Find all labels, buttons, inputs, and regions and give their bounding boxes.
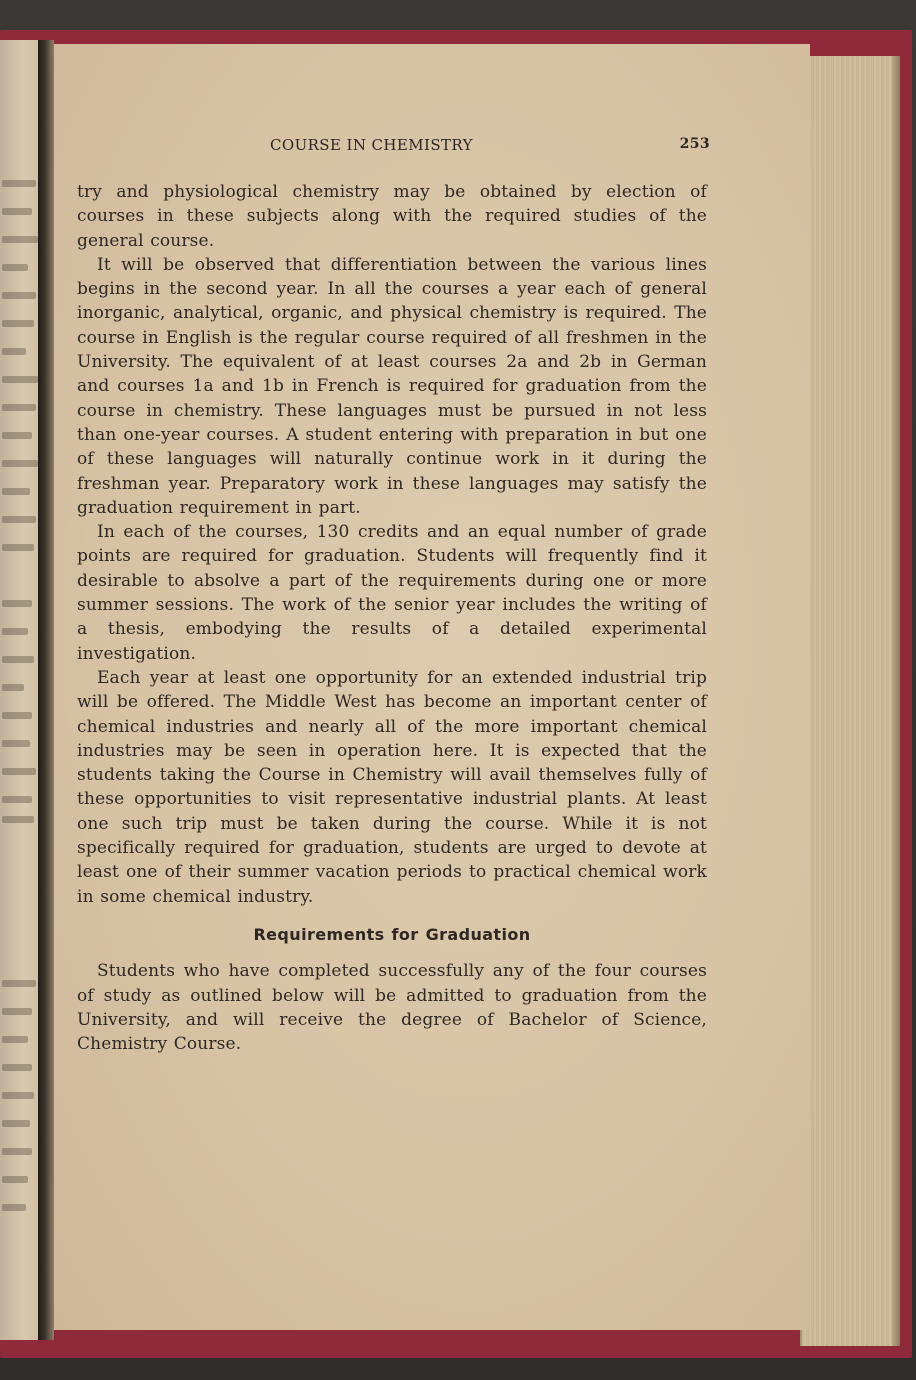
running-title: COURSE IN CHEMISTRY	[270, 136, 473, 154]
bleed-through-line	[2, 348, 26, 355]
bleed-through-line	[2, 980, 36, 987]
section-heading: Requirements for Graduation	[253, 924, 531, 944]
bleed-through-line	[2, 488, 30, 495]
paragraph-credits: In each of the courses, 130 credits and an equal number of grade points are required for graduation. Students will frequently find it desirable to absolve a part of the requirements during one or more summer sessions. The work of the senior year includes the writing of a thesis, embodying the results of a detailed experimental investigation.	[77, 522, 707, 664]
bleed-through-line	[2, 236, 38, 243]
running-head	[70, 136, 710, 158]
bleed-through-line	[2, 432, 32, 439]
bleed-through-line	[2, 628, 28, 635]
bleed-through-line	[2, 1092, 34, 1099]
book-gutter	[38, 40, 54, 1340]
bleed-through-line	[2, 180, 36, 187]
paragraph-graduation: Students who have completed successfully any of the four courses of study as outlined below will be admitted to graduation from the University, and will receive the degree of Bachelor of Science, Chemistry Course.	[77, 961, 707, 1055]
bleed-through-line	[2, 404, 36, 411]
bleed-through-line	[2, 816, 34, 823]
bleed-through-line	[2, 1064, 32, 1071]
bleed-through-line	[2, 768, 36, 775]
bleed-through-line	[2, 712, 32, 719]
paragraph-continuation: try and physiological chemistry may be obtained by election of courses in these subjects along with the required studies of the general course.	[77, 182, 707, 251]
bleed-through-line	[2, 1036, 28, 1043]
page-block-edge	[800, 56, 900, 1346]
bleed-through-line	[2, 600, 32, 607]
bleed-through-line	[2, 544, 34, 551]
bleed-through-line	[2, 516, 36, 523]
bleed-through-line	[2, 460, 38, 467]
bleed-through-line	[2, 292, 36, 299]
paragraph-differentiation: It will be observed that differentiation between the various lines begins in the second year. In all the courses a year each of general inorganic, analytical, organic, and physical chemistry is required. The course in English is the regular course required of all freshmen in the University. The equivalent of at least courses 2a and 2b in German and courses 1a and 1b in French is required for graduation from the course in chemistry. These languages must be pursued in not less than one-year courses. A student entering with preparation in but one of these languages will naturally continue work in it during the freshman year. Preparatory work in these languages may satisfy the graduation requirement in part.	[77, 254, 707, 518]
bleed-through-line	[2, 1008, 32, 1015]
page-body	[77, 180, 707, 1056]
page-number: 253	[679, 136, 710, 152]
bleed-through-line	[2, 1176, 28, 1183]
bleed-through-line	[2, 320, 34, 327]
bleed-through-line	[2, 684, 24, 691]
paragraph-industrial-trip: Each year at least one opportunity for an extended industrial trip will be offered. The Middle West has become an important center of chemical industries and nearly all of the more important chemical industries may be seen in operation here. It is expected that the students taking the Course in Chemistry will avail themselves fully of these opportunities to visit representative industrial plants. At least one such trip must be taken during the course. While it is not specifically required for graduation, students are urged to devote at least one of their summer vacation periods to practical chemical work in some chemical industry.	[77, 667, 707, 907]
bleed-through-line	[2, 656, 34, 663]
bleed-through-line	[2, 1204, 26, 1211]
bleed-through-line	[2, 1148, 32, 1155]
bleed-through-line	[2, 796, 32, 803]
bleed-through-line	[2, 376, 38, 383]
bleed-through-line	[2, 208, 32, 215]
bleed-through-line	[2, 1120, 30, 1127]
bleed-through-line	[2, 740, 30, 747]
bleed-through-line	[2, 264, 28, 271]
